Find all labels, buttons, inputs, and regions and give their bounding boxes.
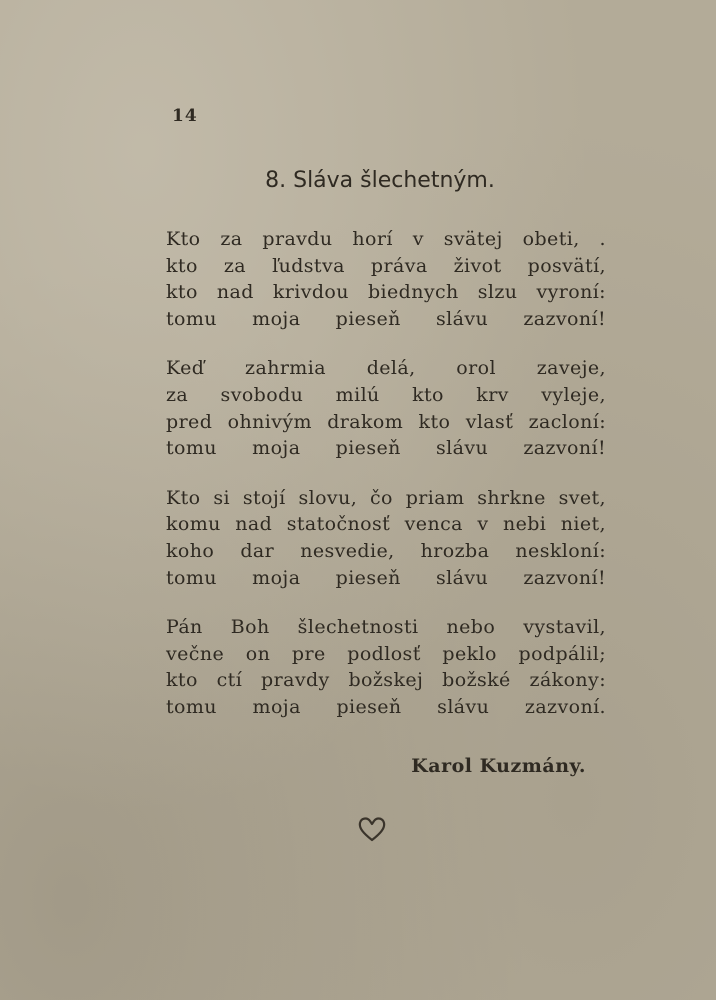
poem-line: kto ctí pravdy božskej božské zákony:: [166, 669, 606, 692]
author-signature: Karol Kuzmány.: [411, 755, 586, 777]
stanza-1: [166, 226, 606, 332]
poem-line: komu nad statočnosť venca v nebi niet,: [166, 513, 606, 536]
poem-line: kto nad krivdou biednych slzu vyroní:: [166, 281, 606, 304]
poem-body: [166, 226, 606, 744]
poem-line: kto za ľudstva práva život posvätí,: [166, 254, 606, 277]
poem-line: Kto si stojí slovu, čo priam shrkne svet,: [166, 486, 606, 509]
poem-line: Pán Boh šlechetnosti nebo vystavil,: [166, 616, 606, 639]
poem-line: Keď zahrmia delá, orol zaveje,: [166, 357, 606, 380]
poem-title: 8. Sláva šlechetným.: [265, 168, 495, 193]
heart-ornament-icon: [357, 815, 387, 843]
stanza-4: [166, 614, 606, 720]
poem-line: pred ohnivým drakom kto vlasť zacloní:: [166, 410, 606, 433]
poem-line: tomu moja pieseň slávu zazvoní!: [166, 437, 606, 460]
stanza-3: [166, 485, 606, 591]
page-number: 14: [172, 106, 198, 126]
poem-line: Kto za pravdu horí v svätej obeti, .: [166, 228, 606, 250]
poem-line: tomu moja pieseň slávu zazvoní!: [166, 566, 606, 589]
poem-line: večne on pre podlosť peklo podpálil;: [166, 642, 606, 665]
poem-line: tomu moja pieseň slávu zazvoní!: [166, 307, 606, 330]
poem-line: za svobodu milú kto krv vyleje,: [166, 383, 606, 406]
stanza-2: [166, 355, 606, 461]
poem-line: tomu moja pieseň slávu zazvoní.: [166, 695, 606, 718]
poem-line: koho dar nesvedie, hrozba neskloní:: [166, 539, 606, 562]
